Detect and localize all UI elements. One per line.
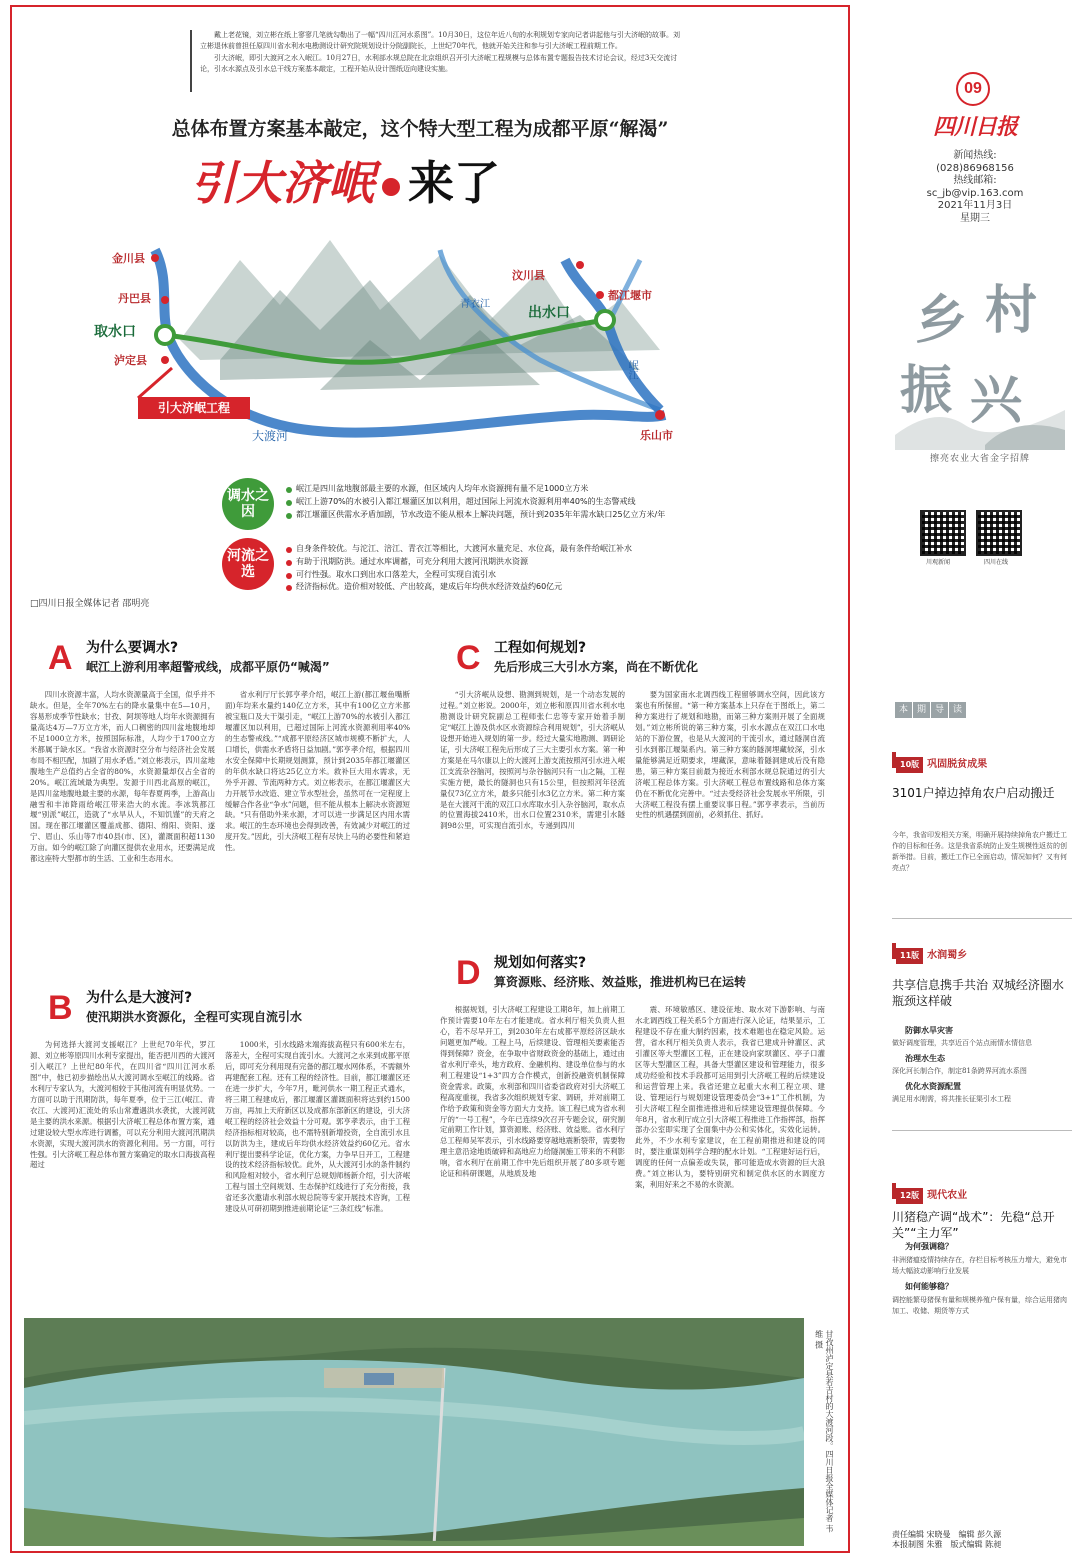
river-reason-item: 经济指标优。造价相对较低、产出较高，建成后年均供水经济效益约60亿元 (286, 581, 826, 594)
byline: □四川日报全媒体记者 邵明亮 (30, 599, 150, 609)
index-subhead: 为何强调稳？ (905, 1242, 953, 1251)
section-c-header (456, 640, 836, 680)
section-letter: A (48, 639, 73, 677)
index-header-char: 导 (931, 702, 948, 718)
river-reason-item: 自身条件较优。与沱江、涪江、青衣江等相比，大渡河水量充足、水位高，最有条件给岷江补水 (286, 543, 826, 556)
lead-text-2: 引大济岷，即引大渡河之水入岷江。10月27日，水利部水规总院在北京组织召开引大济岷工程规模与总体布置专题报告技术讨论会议，经过3天交流讨论，引水水源点及引水总干线方案基本敲定，工程开始从设计图纸迈向建设实施。 (200, 53, 678, 73)
section-letter: C (456, 639, 481, 677)
index-section: 巩固脱贫成果 (927, 759, 988, 770)
hotline-label: 新闻热线: (953, 150, 997, 161)
index-section: 现代农业 (927, 1190, 968, 1201)
index-tag-12 (892, 1183, 1062, 1199)
rural-char-1: 乡 (915, 290, 968, 351)
index-header (895, 702, 965, 718)
article-text: 四川水资源丰富，人均水资源量高于全国，似乎并不缺水。但是，全年70%左右的降水量集中在5—10月，容易形成季节性缺水；甘孜、阿坝等地人均年水资源拥有量高达4万—7万立方米，而人口稠密的四川盆地腹地却不足1000立方米，按照国际标准，人均少于1700立方米都属于缺水区。“我省水资源时空分布与经济社会发展布局不相匹配，加剧了用水矛盾。”刘立彬表示，四川盆地腹地生产总值约占全省的80%，水资源量却仅占全省的20%。岷江流域最为典型。发源于川西北高原的岷江，是四川盆地腹地最主要的水源，每年春夏两季，上游高山融雪和丰沛降雨给岷江带来浩大的水流。李冰筑都江堰“别派”岷江，造就了“水旱从人，不知饥馑”的天府之国。现在都江堰灌区覆盖成都、德阳、绵阳、资阳、遂宁、眉山、乐山等7市40县(市、区)，灌溉面积超1130万亩。如今的岷江除了向灌区提供农业用水，还要满足成都这座特大型都市的生活、工业和生态用水。 (30, 690, 215, 864)
label-intake: 取水口 (94, 324, 136, 340)
label-luding: 泸定县 (114, 354, 147, 367)
index-divider (892, 918, 1072, 919)
contact-info (900, 150, 1050, 225)
section-c-column-1 (440, 690, 625, 940)
qr-code-chuanguan[interactable] (920, 510, 966, 556)
article-text: “引大济岷从设想、勘测到规划，是一个动态发展的过程。”刘立彬说。2000年，刘立彬和原四川省水利水电勘测设计研究院副总工程师张仁忠等专家开始着手制定“岷江上游及供水区水资源综合利用规划”，引大济岷从设想开始进入规划的第一步。经过大量实地勘测、调研论证，引大济岷工程先后形成了三大主要引水方案。第一种方案是在马尔康以上的大渡河上游支流按照河引水进入岷江支流杂谷脑河，按照河与杂谷脑河只有一山之隔，工程实施方便，最长的隧洞也只有15公里，但按照河年径流量仅73亿立方米，最多只能引水3亿立方米。第二种方案是在大渡河干流的双江口水库取水引入杂谷脑河，取水点的位置海拔2410米，出水口位置2310米，需建引水隧洞98公里，可实现自流引水，专递到四川 (440, 690, 625, 831)
title-part-1: 引大济岷 (190, 156, 374, 210)
section-title: 为什么要调水? (86, 640, 179, 656)
lead-text-1: 戴上老花镜，刘立彬在纸上寥寥几笔就勾勒出了一幅“四川江河水系图”。10月30日，这位年近八旬的水利规划专家向记者讲起他与引大济岷的故事。刘立彬退休前曾担任原四川省水利水电勘测设计研究院规划设计分院副院长，上世纪70年代，他就开始关注和参与引大济岷工程前期工作。 (200, 31, 680, 50)
section-subtitle: 先后形成三大引水方案，尚在不断优化 (494, 660, 699, 674)
label-qingyi-river: 青衣江 (460, 299, 490, 310)
article-text: 震、环境敏感区、建设征地、取水对下游影响、与南水北调西线工程关系5个方面进行深入论证，结果显示，工程建设不存在重大制约因素，技术难题也在稳定风险。运营，省水利厅相关负责人表示，我省已建成升钟灌区、武引灌区等大型灌区工程，正在建设向家坝灌区、亭子口灌区等大型灌区工程，具备大型灌区建设和管理能力，很多成功经验和技术手段都可运用到引大济岷工程的后续建设和运营管理上来。我省还建立起重大水利工程立项、建设、管理运行与规划建设管理委员会“3+1”工作机制，为引大济岷工程全面推进推进和后续建设管理提供保障。今年8月，省水利厅成立引大济岷工程推进工作指挥部，指挥部办公室即实现了全面集中办公和实体化，实效化运转。此外，不少水利专家建议，在工程前期推进和建设的同时，要注重谋划科学合理的配水计划。“工程建好运行后，调度的任何一点偏差或失误，都可能造成水资源的巨大浪费。”刘立彬认为，要特别研究和制定供水区的水调度方案，利用好来之不易的水资源。 (635, 1005, 825, 1190)
index-header-char: 本 (895, 702, 912, 718)
rural-char-2: 村 (985, 280, 1038, 341)
index-divider (892, 1130, 1072, 1131)
hotline-number: (028)86968156 (936, 162, 1014, 174)
index-subhead: 优化水资源配置 (905, 1082, 961, 1091)
index-subhead: 治理水生态 (905, 1054, 945, 1063)
section-d-header (456, 955, 836, 995)
index-subtext: 做好调度管理，共享近百个站点雨情水情信息 (892, 1039, 1032, 1047)
index-title[interactable]: 共享信息携手共治 双城经济圈水瓶颈这样破 (892, 978, 1064, 1008)
masthead-logo: 四川日报 (932, 114, 1017, 140)
credits-line-1: 责任编辑 宋晓曼 编辑 彭久源 (892, 1530, 1002, 1539)
article-text: 省水利厅厅长郭亨孝介绍，岷江上游(都江堰鱼嘴断面)年均来水量约140亿立方米，其中有100亿立方米都被宝瓶口及大干渠引走，“岷江上游70%的水被引入都江堰灌区加以利用，已超过国际上河流水资源利用率40%的生态警戒线。”“成都平原经济区城市规模不断扩大，人口增长，供需水矛盾将日益加剧。”郭亨孝介绍，根据四川水安全保障中长期规划测算，预计到2035年都江堰灌区的年供水缺口将达25亿立方米。救补巨大用水需求，无外乎开源、节流两种方式。刘立彬表示，在都江堰灌区大力开展节水改造、建立节水型社会，虽然可在一定程度上缓解合作各业“争水”问题，但不能从根本上解决水资源短缺。“只有借助外来水源，才可以进一步满足区内用水需求。岷江的生态环境也会得到改善，有效减少对岷江的过度开发。”因此，引大济岷工程有尽快上马的必要性和紧迫性。 (225, 690, 410, 853)
rural-char-3: 振 (900, 360, 953, 421)
issue-date: 2021年11月3日 (937, 200, 1013, 211)
section-subtitle: 岷江上游利用率超警戒线，成都平原仍“喊渴” (86, 660, 330, 674)
lead-paragraph (190, 30, 680, 92)
water-reason-item: 都江堰灌区供需水矛盾加剧，节水改造不能从根本上解决问题，预计到2035年年需水缺口25亿立方米/年 (286, 509, 826, 522)
river-reason-badge: 河流之选 (222, 538, 274, 590)
article-text: 要为国家南水北调西线工程留够调水空间，因此该方案也有所保留。“第一种方案基本上只存在于图纸上，第二种方案进行了规划和地勘，而第三种方案则开展了全面规划。”刘立彬所说的第三种方案，引水水源点在双江口水电站的下游位置，也是从大渡河的干流引水，通过隧洞自流引水到都江堰渠系内。第三种方案的隧洞埋藏较深，引水量能够满足近期要求，埋藏深，意味着隧洞建成后没有隐患，第三种方案目前最为接近水利部水规总院通过的引大济岷工程总体方案。引大济岷工程总布置线路和总体方案仍在不断优化完善中。“过去受经济社会发展水平所限，引大济岷工程没有摆上重要议事日程。”郭亨孝表示，当前历史性的机遇摆到面前，必须抓住、抓好。 (635, 690, 825, 820)
index-header-char: 期 (913, 702, 930, 718)
article-text: 1000米，引水线路末端海拔高程只有600米左右，落差大，全程可实现自流引水。大渡河之水来到成都平原后，即可充分利用现有完备的都江堰水网体系，不需额外再建配套工程。还有工程的经济性。目前，都江堰灌区还在进一步扩大，今年7月，毗河供水一期工程正式通水，将三期工程建成后，都江堰灌区灌溉面积将达到约1500万亩，再加上天府新区以及成都东部新区的建设，引大济岷工程的经济社会效益十分可观。郭亨孝表示，由于工程经济指标相对较高，也不需特别新增投资，全自流引水且以防洪为主，建成后年均供水经济效益约60亿元。省水利厅提出要科学论证，优化方案，力争早日开工，工程建设的技术经济指标较优。此外，从大渡河引水的条件制约和风险相对较小，省水利厅总规划师杨新介绍，引大济岷工程与国土空间规划、生态保护红线进行了充分衔接，我省还多次邀请水利部水规总院等专家开展技术咨询，工程建设从可研初期到推进前期论证“三条红线”标准。 (225, 1040, 410, 1214)
index-header-char: 读 (949, 702, 966, 718)
photo-caption: 甘孜州泸定县若吉村的大渡河段。四川日报全媒体记者 韦维 摄 (814, 1330, 834, 1533)
water-reason-list (286, 483, 826, 521)
section-a-header (48, 640, 428, 680)
email-address: sc_jb@vip.163.com (926, 187, 1024, 199)
index-title[interactable]: 3101户掉边掉角农户启动搬迁 (892, 786, 1055, 800)
label-leshan: 乐山市 (640, 429, 673, 442)
article-text: 为何选择大渡河支援岷江？上世纪70年代，罗江源、刘立彬等原四川水利专家提出，能否把川西的大渡河引入岷江？上世纪80年代，在四川省“四川江河水系图”中，他已初步描绘出从大渡河调水至岷江的线路。省水利厅专家认为，大渡河相较于其他河流有明显优势。一方面可以助于汛期防洪，每年夏季，位于三江(岷江、青衣江、大渡河)汇流处的乐山常遭遇洪水袭扰，大渡河就是主要的洪水来源。根据引大济岷工程总体布置方案，通过建设较大型水库进行调蓄，可以充分利用大渡河汛期洪水资源，实现大渡河洪水的资源化利用。另一方面，可行性强。引大济岷工程总体布置方案确定的取水口海拔高程超过 (30, 1040, 215, 1170)
section-title: 工程如何规划? (494, 640, 587, 656)
river-reason-list (286, 543, 826, 594)
water-reason-item: 岷江上游70%的水被引入都江堰灌区加以利用，超过国际上河流水资源利用率40%的生态警戒线 (286, 496, 826, 509)
photo-illustration (24, 1318, 804, 1546)
label-min-river: 岷江 (626, 360, 637, 380)
title-dot-icon (382, 178, 400, 196)
section-c-column-2 (635, 690, 825, 940)
index-subtext: 满足用水刚需，将共推长征渠引水工程 (892, 1095, 1011, 1103)
section-a-column-1 (30, 690, 215, 980)
section-d-column-2 (635, 1005, 825, 1305)
index-tag-10 (892, 752, 1062, 768)
rural-char-4: 兴 (970, 370, 1023, 431)
label-jinchuan: 金川县 (112, 252, 145, 265)
index-subtext: 非洲猪瘟疫情持续存在，存栏目标考核压力增大，避免市场大幅波动影响行业发展 (892, 1256, 1067, 1275)
rural-subtitle: 擦亮农业大省金字招牌 (929, 454, 1030, 464)
label-dadu-river: 大渡河 (252, 429, 289, 443)
title-part-2: 来了 (408, 156, 500, 210)
email-label: 热线邮箱: (953, 175, 997, 186)
river-aerial-photo (24, 1318, 804, 1546)
river-reason-item: 可行性强。取水口到出水口落差大，全程可实现自流引水 (286, 569, 826, 582)
editor-credits (892, 1530, 1072, 1551)
article-text: 根据规划，引大济岷工程建设工期8年，加上前期工作预计需要10年左右才能建成。省水利厅相关负责人担心，若不尽早开工，到2030年左右成都平原经济区缺水问题更加严峻。工程上马，后续建设、管理相关要素能否得到保障？资金，在争取中省财政资金的基础上，通过由省水利厅牵头，地方政府、金融机构、建设单位参与的水利工程建设“1+3”四方合作模式，创新投融资机制保障资金需求。政策，水利部和四川省委省政府对引大济岷工程高度重视，我省多次组织规划专家、调研，并对前期工作给予政策和资金等方面大力支持。该工程已成为省水利厅的“一号工程”，今年已连续9次召开专题会议，研究制定前期工作计划，算资源账、经济账、效益账。省水利厅总工程师吴军表示，引水线路要穿越地震断裂带，需要物理主意沿途地质破碎和高地应力给隧洞施工带来的不利影响，省水利厅在前期工作中先后组织开展了80多项专题论证和科研课题，从地质及地 (440, 1005, 625, 1179)
section-b-column-2 (225, 1040, 410, 1308)
issue-weekday: 星期三 (960, 212, 990, 224)
index-tag-11 (892, 943, 1062, 959)
index-page: 12版 (896, 1188, 923, 1204)
index-page: 10版 (896, 757, 923, 773)
index-subtext: 调控能繁母猪保有量和规模养殖户保有量，综合运用猪肉加工、收储、期货等方式 (892, 1296, 1067, 1315)
label-wenchuan: 汶川县 (512, 269, 545, 282)
credits-line-2: 本报制图 朱雅 版式编辑 陈昶 (892, 1540, 1002, 1550)
qr-code-sichuan-online[interactable] (976, 510, 1022, 556)
qr-label-1: 川观新闻 (926, 559, 951, 566)
river-reason-item: 有助于汛期防洪。通过水库调蓄，可充分利用大渡河汛期洪水资源 (286, 556, 826, 569)
headline: 总体布置方案基本敲定，这个特大型工程为成都平原“解渴” (171, 118, 669, 140)
index-subhead: 防御水旱灾害 (905, 1026, 953, 1035)
index-section: 水润蜀乡 (927, 950, 968, 961)
section-subtitle: 算资源账、经济账、效益账，推进机构已在运转 (494, 975, 747, 989)
section-title: 为什么是大渡河? (86, 990, 193, 1006)
water-reason-badge: 调水之因 (222, 478, 274, 530)
section-b-header (48, 990, 428, 1030)
section-subtitle: 使汛期洪水资源化，全程可实现自流引水 (86, 1010, 303, 1024)
index-title[interactable]: 川猪稳产调“战术”：先稳“总开关”“主力军” (892, 1210, 1055, 1240)
index-page: 11版 (896, 948, 923, 964)
index-subtext: 深化河长制合作，制定81条跨界河流水系图 (892, 1067, 1027, 1075)
label-dujiangyan: 都江堰市 (608, 289, 652, 302)
section-letter: B (48, 989, 73, 1027)
page-number-badge: 09 (956, 72, 990, 106)
label-outlet: 出水口 (528, 305, 570, 321)
project-map (20, 220, 840, 470)
water-reason-item: 岷江是四川盆地腹部最主要的水源，但区域内人均年水资源拥有量不足1000立方米 (286, 483, 826, 496)
main-title (190, 148, 690, 218)
index-subhead: 如何能够稳？ (905, 1282, 953, 1291)
section-a-column-2 (225, 690, 410, 980)
rural-revitalization-banner (895, 280, 1065, 465)
section-d-column-1 (440, 1005, 625, 1305)
qr-label-2: 四川在线 (984, 559, 1009, 566)
section-title: 规划如何落实? (494, 955, 587, 971)
label-danba: 丹巴县 (118, 292, 151, 305)
section-letter: D (456, 954, 481, 992)
project-label: 引大济岷工程 (138, 397, 250, 419)
section-b-column-1 (30, 1040, 215, 1308)
index-summary: 今年，我省印发相关方案，明确开展持续掉角农户搬迁工作的目标和任务。这是我省系统防止发生规模性返贫的创新举措。目前，搬迁工作已全面启动，情况如何？又有何亮点？ (892, 831, 1067, 872)
